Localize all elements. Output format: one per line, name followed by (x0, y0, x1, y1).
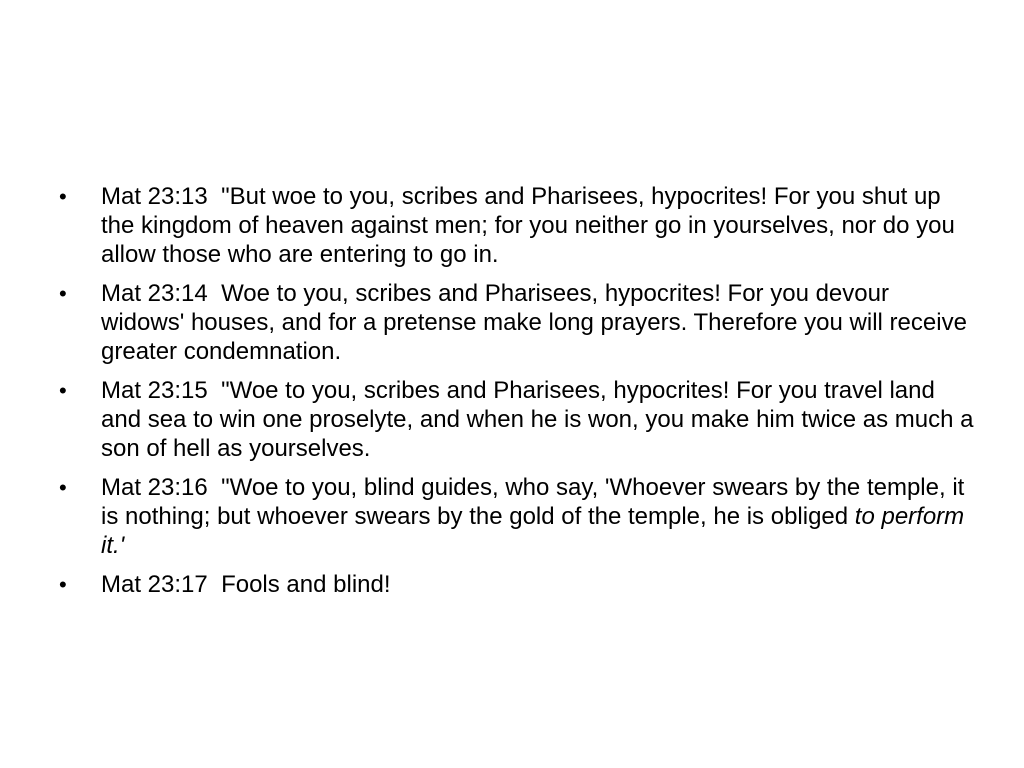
verse-text: Fools and blind! (221, 571, 391, 598)
verse-text: "But woe to you, scribes and Pharisees, hypocrites! For you shut up the kingdom of heaven against men; for you neither go in yourselves, nor do you allow those who are entering to go in. (101, 183, 955, 268)
bullet-icon: • (59, 184, 67, 209)
bullet-icon: • (59, 572, 67, 597)
list-item (56, 182, 976, 269)
verse-reference: Mat 23:14 (101, 280, 208, 307)
verse-reference: Mat 23:15 (101, 377, 208, 404)
verse-text: "Woe to you, blind guides, who say, 'Whoever swears by the temple, it is nothing; but whoever swears by the gold of the temple, he is obliged (101, 474, 965, 530)
verse-reference: Mat 23:13 (101, 183, 208, 210)
bullet-icon: • (59, 378, 67, 403)
verse-text-italic: to perform it.' (101, 503, 965, 559)
verse-list (56, 182, 976, 609)
list-item (56, 279, 976, 366)
bullet-icon: • (59, 475, 67, 500)
verse-text: "Woe to you, scribes and Pharisees, hypocrites! For you travel land and sea to win one proselyte, and when he is won, you make him twice as much a son of hell as yourselves. (101, 377, 974, 462)
bullet-icon: • (59, 281, 67, 306)
list-item (56, 473, 976, 560)
list-item (56, 570, 976, 599)
verse-reference: Mat 23:16 (101, 474, 208, 501)
verse-text: Woe to you, scribes and Pharisees, hypocrites! For you devour widows' houses, and for a pretense make long prayers. Therefore you will receive greater condemnation. (101, 280, 967, 365)
list-item (56, 376, 976, 463)
verse-reference: Mat 23:17 (101, 571, 208, 598)
